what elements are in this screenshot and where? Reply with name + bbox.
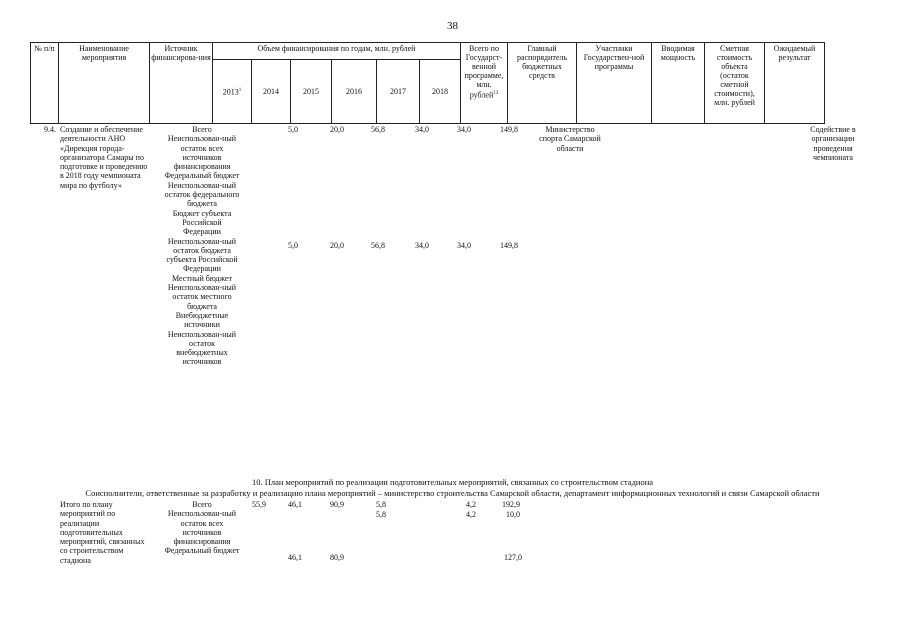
r94-reg-2017: 34,0 [415,241,429,250]
source-federal: Федеральный бюджет [164,171,240,181]
sum-federal-sum: 127,0 [504,553,522,562]
source-extrabudget: Внебюджетные источники [175,310,229,330]
r94-reg-sum: 149,8 [500,241,518,250]
sum-federal-2014: 46,1 [288,553,302,562]
summary-source-total: Всего [192,500,212,509]
col-total: Всего по Государст-венной программе, млн. рублей$^{13}$ [461,43,508,124]
summary-name: Итого по плану мероприятий по реализации подготовительных мероприятий, связанных со строительством стадиона [60,500,145,565]
summary-source-unused: Неиспользован-ный остаток всех источников финансирования [167,509,237,547]
summary-source-federal: Федеральный бюджет [164,546,240,556]
r94-total-2015: 20,0 [330,125,344,134]
page-number: 38 [447,20,458,32]
year-2013: 2013$^1$ [213,60,252,124]
col-source: Источник финансирова-ния [150,43,213,124]
col-name: Наименование мероприятия [59,43,150,124]
r94-reg-2014: 5,0 [288,241,298,250]
r94-total-2016: 56,8 [371,125,385,134]
col-participants: Участники Государствен-ной программы [577,43,652,124]
row-9-4-sources [164,125,240,367]
col-manager: Главный распорядитель бюджетных средств [508,43,577,124]
sum-total-2014: 46,1 [288,500,302,509]
header-table [30,42,825,124]
sum-unused-sum: 10,0 [506,510,520,519]
year-2017: 2017 [377,60,420,124]
source-unused-extrabudget: Неиспользован-ный остаток внебюджетных источников [167,329,237,367]
section-10-title: 10. План мероприятий по реализации подготовительных мероприятий, связанных со строительством стадиона [251,477,654,487]
sum-total-2015: 90,9 [330,500,344,509]
source-unused-all: Неиспользован-ный остаток всех источников финансирования [167,134,237,172]
col-num: № п/п [31,43,59,124]
source-total: Всего [192,125,212,134]
col-estimate: Сметная стоимость объекта (остаток сметной стоимости), млн. рублей [705,43,765,124]
section-10-coexecutors: Соисполнители, ответственные за разработку и реализацию плана мероприятий – министерство строительства Самарской области, департамент информационных технологий и связи Самарской области [85,488,820,498]
sum-total-2016: 5,8 [376,500,386,509]
source-regional: Бюджет субъекта Российской Федерации [172,208,232,237]
sum-total-2018: 4,2 [466,500,476,509]
r94-result: Содействие в организации проведения чемпионата [810,125,856,162]
row-9-4-num: 9.4. [44,125,56,134]
sum-total-2013: 55,9 [252,500,266,509]
source-local: Местный бюджет [172,273,232,283]
r94-reg-2016: 56,8 [371,241,385,250]
source-unused-local: Неиспользован-ный остаток местного бюджета [167,283,237,311]
r94-manager: Министерство спорта Самарской области [539,125,601,153]
source-unused-regional: Неиспользован-ный остаток бюджета субъекта Российской Федерации [166,236,238,274]
r94-reg-2018: 34,0 [457,241,471,250]
r94-total-2014: 5,0 [288,125,298,134]
r94-total-2018: 34,0 [457,125,471,134]
sum-total-sum: 192,9 [502,500,520,509]
year-2018: 2018 [420,60,461,124]
r94-total-sum: 149,8 [500,125,518,134]
sum-unused-2016: 5,8 [376,510,386,519]
sum-federal-2015: 80,9 [330,553,344,562]
r94-reg-2015: 20,0 [330,241,344,250]
source-unused-federal: Неиспользован-ный остаток федерального бюджета [164,180,240,209]
row-9-4-name: Создание и обеспечение деятельности АНО «Дирекция города-организатора Самары по подготовке и проведению в 2018 году чемпионата мира по футболу» [60,125,148,190]
col-result: Ожидаемый результат [765,43,825,124]
year-2016: 2016 [332,60,377,124]
year-2015: 2015 [291,60,332,124]
year-2014: 2014 [252,60,291,124]
col-funding-title: Объем финансирования по годам, млн. рублей [213,43,461,60]
r94-total-2017: 34,0 [415,125,429,134]
sum-unused-2018: 4,2 [466,510,476,519]
col-capacity: Вводимая мощность [652,43,705,124]
summary-sources [164,500,240,556]
